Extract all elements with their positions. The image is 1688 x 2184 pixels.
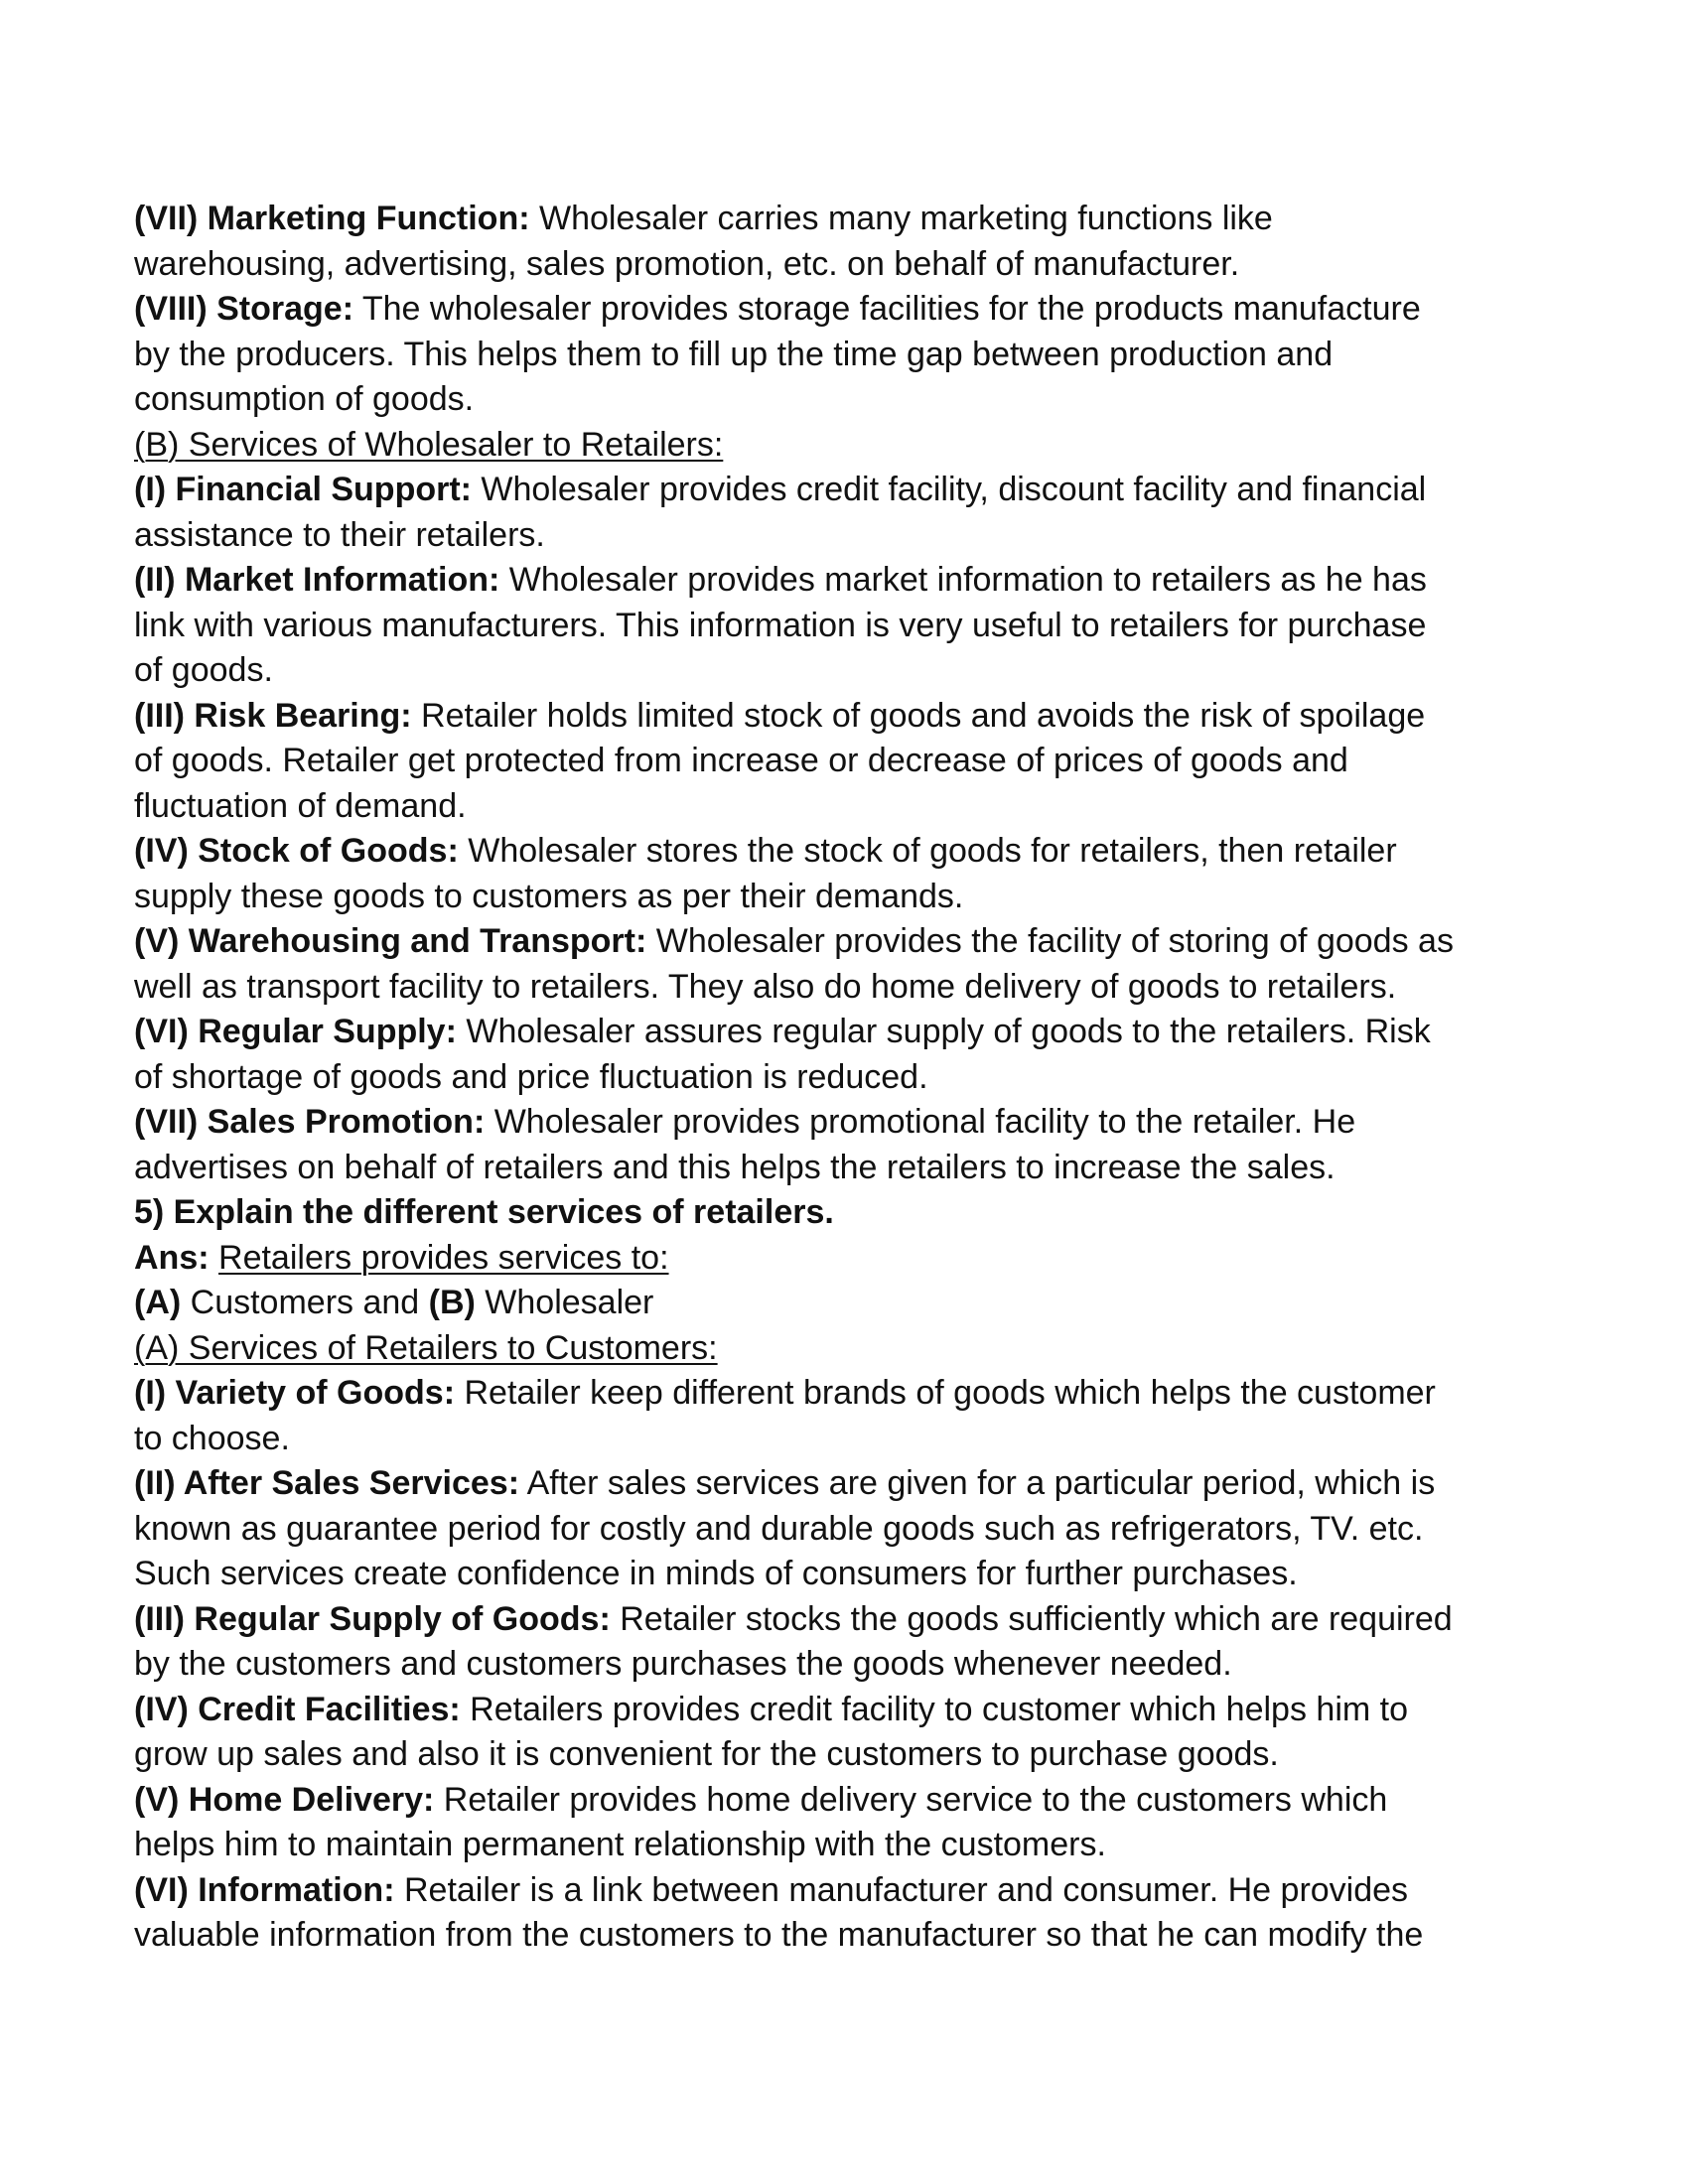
bold-heading-text: (VI) Regular Supply: <box>134 1013 457 1050</box>
text-line <box>134 1371 1564 1417</box>
text-line <box>134 784 1564 830</box>
body-text: of goods. Retailer get protected from increase or decrease of prices of goods and <box>134 742 1348 779</box>
text-line <box>134 468 1564 513</box>
text-line <box>134 333 1564 378</box>
text-line <box>134 604 1564 649</box>
body-text: Wholesaler carries many marketing functions like <box>529 200 1273 237</box>
text-line <box>134 1461 1564 1507</box>
body-text: Wholesaler provides market information to retailers as he has <box>499 561 1427 599</box>
body-text: warehousing, advertising, sales promotion, etc. on behalf of manufacturer. <box>134 244 1240 283</box>
bold-heading-text: (A) <box>134 1284 182 1321</box>
text-line <box>134 423 1564 469</box>
bold-heading-text: (III) Risk Bearing: <box>134 696 412 735</box>
text-line <box>134 1552 1564 1597</box>
text-line <box>134 1642 1564 1688</box>
underlined-heading-text: (B) Services of Wholesaler to Retailers: <box>134 425 724 464</box>
underlined-heading-text: Retailers provides services to: <box>218 1238 669 1277</box>
body-text: consumption of goods. <box>134 380 475 418</box>
body-text: Retailer keep different brands of goods which helps the customer <box>455 1374 1436 1412</box>
body-text: Retailer provides home delivery service to the customers which <box>434 1780 1388 1819</box>
text-line <box>134 1868 1564 1914</box>
body-text: link with various manufacturers. This information is very useful to retailers for purchase <box>134 606 1427 644</box>
text-line <box>134 1778 1564 1824</box>
text-line <box>134 287 1564 333</box>
body-text: Wholesaler provides the facility of storing of goods as <box>646 922 1454 960</box>
text-line <box>134 558 1564 604</box>
bold-heading-text: (I) Variety of Goods: <box>134 1374 456 1412</box>
text-line <box>134 1597 1564 1643</box>
text-line <box>134 1913 1564 1959</box>
body-text: Wholesaler assures regular supply of goods to the retailers. Risk <box>456 1013 1431 1050</box>
text-line <box>134 694 1564 740</box>
text-line <box>134 1417 1564 1462</box>
text-line <box>134 965 1564 1011</box>
body-text: The wholesaler provides storage facilities for the products manufacture <box>353 290 1421 328</box>
text-line <box>134 919 1564 965</box>
bold-heading-text: (II) After Sales Services: <box>134 1464 520 1502</box>
body-text: advertises on behalf of retailers and this helps the retailers to increase the sales. <box>134 1148 1336 1186</box>
text-line <box>134 1190 1564 1236</box>
body-text: Customers and <box>181 1284 429 1321</box>
text-line <box>134 648 1564 694</box>
text-line <box>134 242 1564 288</box>
body-text: Retailer holds limited stock of goods and avoids the risk of spoilage <box>411 696 1426 735</box>
bold-heading-text: (IV) Stock of Goods: <box>134 832 459 870</box>
body-text: Retailer stocks the goods sufficiently which are required <box>610 1599 1453 1638</box>
body-text: Wholesaler provides promotional facility to the retailer. He <box>485 1103 1356 1141</box>
body-text: Retailer is a link between manufacturer and consumer. He provides <box>394 1870 1409 1909</box>
body-text: of shortage of goods and price fluctuation is reduced. <box>134 1057 928 1096</box>
body-text: After sales services are given for a particular period, which is <box>519 1464 1436 1502</box>
body-text: valuable information from the customers to the manufacturer so that he can modify the <box>134 1916 1424 1954</box>
bold-heading-text: (VII) Marketing Function: <box>134 200 530 237</box>
text-line <box>134 1010 1564 1055</box>
bold-heading-text: Ans: <box>134 1238 210 1277</box>
body-text: Wholesaler provides credit facility, discount facility and financial <box>471 471 1427 508</box>
body-text: Retailers provides credit facility to customer which helps him to <box>460 1690 1408 1728</box>
body-text: well as transport facility to retailers. They also do home delivery of goods to retailers. <box>134 967 1397 1006</box>
bold-heading-text: 5) Explain the different services of retailers. <box>134 1193 834 1231</box>
text-line <box>134 1688 1564 1733</box>
body-text: fluctuation of demand. <box>134 786 467 825</box>
body-text <box>210 1239 218 1277</box>
text-line <box>134 513 1564 559</box>
bold-heading-text: (III) Regular Supply of Goods: <box>134 1599 611 1638</box>
text-line <box>134 1281 1564 1326</box>
bold-heading-text: (II) Market Information: <box>134 561 500 599</box>
bold-heading-text: (IV) Credit Facilities: <box>134 1690 461 1728</box>
document-page <box>134 197 1564 1959</box>
bold-heading-text: (I) Financial Support: <box>134 471 472 508</box>
bold-heading-text: (V) Home Delivery: <box>134 1780 435 1819</box>
body-text: assistance to their retailers. <box>134 515 545 554</box>
text-line <box>134 1823 1564 1868</box>
body-text: Wholesaler stores the stock of goods for retailers, then retailer <box>458 832 1397 870</box>
body-text: of goods. <box>134 651 273 689</box>
bold-heading-text: (VIII) Storage: <box>134 290 354 328</box>
text-line <box>134 829 1564 875</box>
body-text: helps him to maintain permanent relationship with the customers. <box>134 1826 1106 1863</box>
body-text: known as guarantee period for costly and durable goods such as refrigerators, TV. etc. <box>134 1509 1424 1548</box>
body-text: supply these goods to customers as per their demands. <box>134 877 964 915</box>
text-line <box>134 1146 1564 1191</box>
text-line <box>134 197 1564 242</box>
body-text: Wholesaler <box>475 1284 654 1321</box>
body-text: by the customers and customers purchases the goods whenever needed. <box>134 1645 1232 1683</box>
text-line <box>134 377 1564 423</box>
bold-heading-text: (B) <box>428 1284 476 1321</box>
text-line <box>134 1732 1564 1778</box>
body-text: to choose. <box>134 1419 290 1457</box>
text-line <box>134 1055 1564 1101</box>
text-line <box>134 1326 1564 1372</box>
bold-heading-text: (VII) Sales Promotion: <box>134 1103 486 1141</box>
text-line <box>134 1507 1564 1553</box>
bold-heading-text: (V) Warehousing and Transport: <box>134 922 647 960</box>
body-text: by the producers. This helps them to fill up the time gap between production and <box>134 335 1334 373</box>
body-text: Such services create confidence in minds of consumers for further purchases. <box>134 1555 1298 1592</box>
text-line <box>134 875 1564 920</box>
underlined-heading-text: (A) Services of Retailers to Customers: <box>134 1328 718 1367</box>
bold-heading-text: (VI) Information: <box>134 1870 395 1909</box>
text-line <box>134 1236 1564 1282</box>
text-line <box>134 739 1564 784</box>
body-text: grow up sales and also it is convenient for the customers to purchase goods. <box>134 1735 1279 1773</box>
text-line <box>134 1100 1564 1146</box>
